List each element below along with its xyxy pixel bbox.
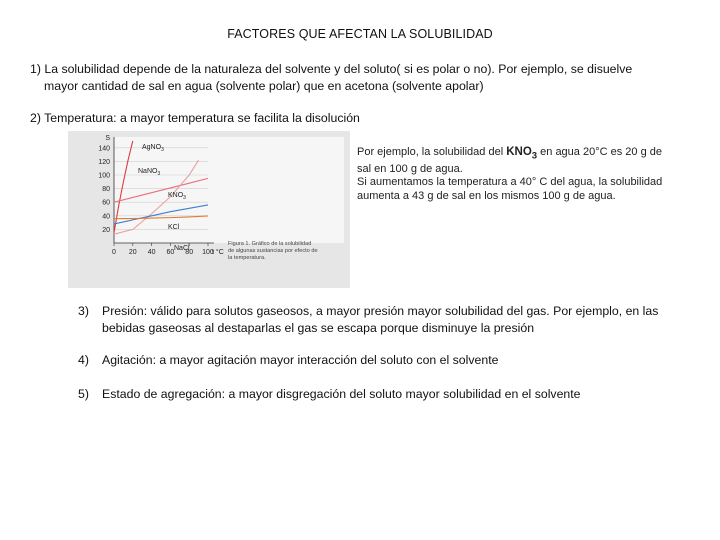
x-tick-label: 60: [166, 249, 175, 256]
y-tick-label: 80: [102, 186, 110, 194]
x-tick-label: 20: [128, 249, 137, 256]
series-label-nacl: NaCl: [174, 245, 190, 252]
y-tick-label: 120: [98, 158, 110, 166]
kno3-formula-main: KNO: [506, 146, 532, 158]
solubility-chart: [68, 131, 350, 288]
list-item-3: [78, 303, 678, 343]
x-tick-label: 0: [112, 249, 116, 256]
example-text-part-3: Si aumentamos la temperatura a 40° C del agua, la solubilidad aumenta a 43 g de sal en los mismos 100 g de agua.: [357, 176, 663, 202]
figure-caption-line: Figura 1. Gráfico de la solubilidad: [228, 241, 312, 247]
paragraph-2: 2) Temperatura: a mayor temperatura se facilita la disolución: [30, 111, 360, 125]
paragraph-1-line-1: 1) La solubilidad depende de la naturaleza del solvente y del soluto( si es polar o no). Por ejemplo, se disuelve: [30, 62, 633, 76]
x-axis-label: t °C: [212, 249, 224, 256]
figure-caption-line: la temperatura.: [228, 255, 266, 261]
chart-plot-area: [114, 137, 344, 243]
paragraph-1: [30, 61, 700, 95]
y-tick-label: 100: [98, 172, 110, 180]
x-tick-label: 100: [202, 249, 214, 256]
series-label-kno3: $KNO_3$: [168, 192, 186, 201]
y-tick-label: 60: [102, 199, 110, 207]
list-item-text: Estado de agregación: a mayor disgregación del soluto mayor solubilidad en el solvente: [102, 387, 581, 401]
kno3-formula: [506, 146, 538, 162]
series-label-kcl: KCl: [168, 224, 180, 231]
list-item-text: Presión: válido para solutos gaseosos, a mayor presión mayor solubilidad del gas. Por ejemplo, en las bebidas gaseosas al destaparlas el gas se escapa porque disminuye la presión: [102, 304, 659, 335]
list-item-number: 4): [78, 353, 89, 367]
x-tick-label: 40: [147, 249, 156, 256]
example-text: [357, 146, 677, 203]
example-text-part-2: en agua 20°C es 20 g de sal en 100 g de agua.: [357, 146, 662, 175]
y-tick-label: 140: [98, 145, 110, 153]
figure-caption-line: de algunas sustancias por efecto de: [228, 248, 318, 254]
solubility-chart-svg: [68, 131, 350, 288]
kno3-formula-sub: 3: [531, 150, 538, 162]
list-item-5: [78, 386, 678, 406]
list-item-number: 3): [78, 304, 89, 318]
series-label-nano3: NaNO$_3$: [138, 168, 161, 177]
x-tick-label: 80: [185, 249, 194, 256]
y-axis-label: S: [105, 135, 110, 142]
list-item-number: 5): [78, 387, 89, 401]
list-item-4: [78, 352, 678, 372]
example-text-part-1: Por ejemplo, la solubilidad del: [357, 146, 507, 158]
page-title: FACTORES QUE AFECTAN LA SOLUBILIDAD: [227, 27, 493, 41]
series-label-agno3: AgNO$_3$: [142, 144, 164, 153]
list-item-text: Agitación: a mayor agitación mayor interacción del soluto con el solvente: [102, 353, 499, 367]
y-tick-label: 20: [102, 226, 110, 234]
paragraph-1-line-2: mayor cantidad de sal en agua (solvente polar) que en acetona (solvente apolar): [44, 79, 484, 93]
y-tick-label: 40: [102, 213, 110, 221]
